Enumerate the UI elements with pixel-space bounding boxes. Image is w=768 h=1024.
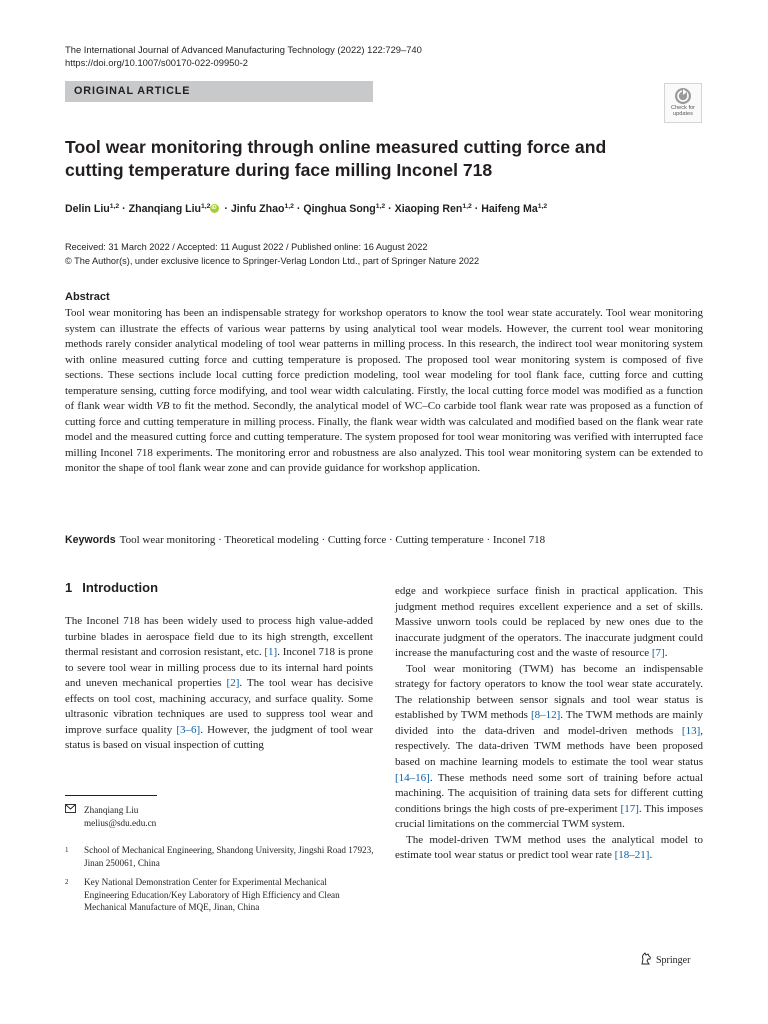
article-title: Tool wear monitoring through online measured cutting force and cutting temperature during face milling Inconel 718	[65, 137, 607, 180]
citation-link[interactable]: [3–6]	[176, 723, 201, 736]
article-type-banner: ORIGINAL ARTICLE	[65, 81, 373, 102]
footnote-divider	[65, 795, 157, 796]
affiliation-mark: 2	[65, 878, 69, 886]
copyright-notice: © The Author(s), under exclusive licence to Springer-Verlag London Ltd., part of Springer Nature 2022	[65, 255, 480, 266]
doi-link[interactable]: https://doi.org/10.1007/s00170-022-09950-2	[65, 57, 248, 68]
abstract-text	[65, 306, 703, 477]
text-run: . Inconel 718 is prone to severe tool wear in milling process due to its internal hard points and uneven mechanical properties	[65, 646, 373, 690]
citation-link[interactable]: [18–21]	[614, 849, 650, 862]
springer-horse-icon	[640, 952, 652, 968]
citation-link[interactable]: [8–12]	[530, 709, 561, 722]
text-run: Tool wear monitoring (TWM) has become an indispensable strategy for factory operators to know the tool wear state accurately. The relationship between sensor signals and tool wear status is established by TWM methods	[395, 662, 703, 722]
text-run: .	[649, 849, 653, 862]
author-separator: ·	[224, 203, 228, 215]
citation-link[interactable]: [17]	[620, 802, 639, 815]
keywords-label: Keywords	[65, 534, 116, 546]
section-number: 1	[65, 580, 73, 595]
text-run: The Inconel 718 has been widely used to process high value-added turbine blades in aerospace field due to its high strength, excellent thermal resistant and corrosion resistant, etc.	[65, 615, 373, 659]
corresponding-author-note	[0, 804, 380, 834]
author-affiliation: 1,2	[462, 203, 472, 210]
author-name[interactable]: Haifeng Ma	[481, 203, 538, 215]
author-separator: ·	[296, 203, 301, 215]
citation-link[interactable]: [7]	[651, 647, 665, 660]
author-affiliation: 1,2	[284, 203, 294, 210]
check-updates-label-2: updates	[673, 111, 693, 117]
citation-link[interactable]: [2]	[226, 677, 240, 690]
text-run: . However, the judgment of tool wear status is based on visual inspection of cutting	[65, 723, 373, 752]
author-separator: ·	[388, 203, 392, 215]
intro-paragraph	[395, 833, 703, 864]
text-run: .	[664, 647, 668, 660]
affiliation-2	[0, 876, 380, 932]
text-run: . This imposes crucial limitations on the commercial TWM system.	[395, 802, 703, 831]
abstract-part-2: to fit the method. Secondly, the analytical model of WC–Co carbide tool flank wear rate was proposed as a function of cutting force and cutting temperature in milling process. Finally, the flank wear width was calculated and modified based on the flank wear rate model and the measured cutting force and cutting temperature. The system proposed for tool wear monitoring was verified with interrupted face milling Inconel 718 experiments. The monitoring error and robustness are also analyzed. This tool wear monitoring system can be extended to monitor the shape of tool flank wear zone and can provide guidance for workshop application.	[65, 400, 703, 474]
section-title: Introduction	[82, 580, 159, 595]
publisher-name: Springer	[656, 955, 691, 966]
affiliation-text: Key National Demonstration Center for Experimental Mechanical Engineering Education/Key Laboratory of High Efficiency and Clean Mechanical Manufacture of MQE, Jinan, China	[84, 877, 340, 913]
author-list	[65, 203, 547, 215]
text-run: . These methods need some sort of training before actual machining. The acquisition of training data sets for different cutting conditions brings the high costs of pre-experiment	[395, 771, 703, 815]
author-separator: ·	[122, 203, 126, 215]
citation-link[interactable]: [14–16]	[395, 771, 430, 784]
section-heading-introduction	[65, 580, 158, 595]
citation-link[interactable]: [1]	[264, 646, 278, 659]
vb-symbol: VB	[155, 400, 170, 412]
check-updates-badge[interactable]	[664, 83, 702, 123]
affiliation-text: School of Mechanical Engineering, Shandong University, Jingshi Road 17923, Jinan 250061, China	[84, 845, 374, 868]
author-affiliation: 1,2	[375, 203, 386, 210]
received-accepted-dates: Received: 31 March 2022 / Accepted: 11 August 2022 / Published online: 16 August 2022	[65, 242, 428, 252]
author-name[interactable]: Zhanqiang Liu	[128, 203, 202, 215]
author-affiliation: 1,2	[109, 203, 120, 210]
author-name[interactable]: Qinghua Song	[303, 203, 376, 215]
envelope-icon	[65, 804, 76, 817]
author-affiliation: 1,2	[537, 203, 548, 210]
check-updates-label: Check for	[671, 105, 695, 111]
intro-paragraph	[395, 584, 703, 662]
author-name[interactable]: Xiaoping Ren	[394, 203, 463, 215]
intro-paragraph	[395, 662, 703, 833]
affiliation-mark: 1	[65, 846, 69, 854]
publication-dates	[65, 241, 479, 268]
corresponding-author-email[interactable]: melius@sdu.edu.cn	[84, 818, 157, 828]
citation-link[interactable]: [13]	[681, 724, 701, 737]
author-name[interactable]: Delin Liu	[65, 203, 110, 215]
text-run: . The TWM methods are mainly divided into the data-driven and model-driven methods	[395, 709, 704, 737]
keywords-line	[65, 534, 545, 546]
affiliation-1	[0, 844, 380, 874]
abstract-heading: Abstract	[65, 291, 110, 303]
text-run: The model-driven TWM method uses the analytical model to estimate tool wear status or predict tool wear rate	[395, 833, 703, 862]
intro-right-column	[395, 584, 703, 864]
author-affiliation: 1,2	[201, 203, 211, 210]
intro-left-column	[65, 614, 373, 754]
author-separator: ·	[474, 203, 479, 215]
abstract-part-1: Tool wear monitoring has been an indispensable strategy for workshop operators to know the tool wear state accurately. Tool wear monitoring system can illustrate the effects of various wear patterns by using analytical tool wear models. However, the current tool wear monitoring methods rarely consider analytical modeling of tool wear patterns in milling process. In this research, the indirect tool wear monitoring system with online measured cutting force and cutting temperature is proposed. The proposed tool wear monitoring system is composed of five sections. These sections include local cutting force prediction modeling, tool wear modeling for tool flank face, cutting force and cutting temperature sensing, cutting force modifying, and tool wear width calculating. Firstly, the local cutting force model was modified as a function of flank wear width	[65, 307, 703, 412]
orcid-icon[interactable]	[210, 204, 219, 213]
text-run: , respectively. The data-driven TWM methods have been proposed based on machine learning models to estimate the tool wear status	[395, 724, 703, 769]
text-run: edge and workpiece surface finish in practical application. This judgment method requires excellent experience and a set of skills. Massive unworn tools could be replaced by new ones due to the inaccurate judgment of the operators. The inaccurate judgment could increase the manufacturing cost and the waste of resource	[395, 585, 703, 660]
keywords-text: Tool wear monitoring · Theoretical modeling · Cutting force · Cutting temperature · Inconel 718	[119, 534, 546, 546]
journal-citation: The International Journal of Advanced Manufacturing Technology (2022) 122:729–740	[65, 44, 422, 55]
corresponding-author-name: Zhanqiang Liu	[84, 805, 139, 815]
text-run: . The tool wear has decisive effects on tool cost, machining accuracy, and surface quality. Some ultrasonic vibration techniques are used to suppress tool wear and improve surface quality	[65, 677, 373, 736]
author-name[interactable]: Jinfu Zhao	[230, 203, 285, 215]
publisher-logo	[640, 952, 690, 968]
check-updates-icon	[674, 87, 692, 105]
intro-paragraph	[65, 614, 373, 754]
